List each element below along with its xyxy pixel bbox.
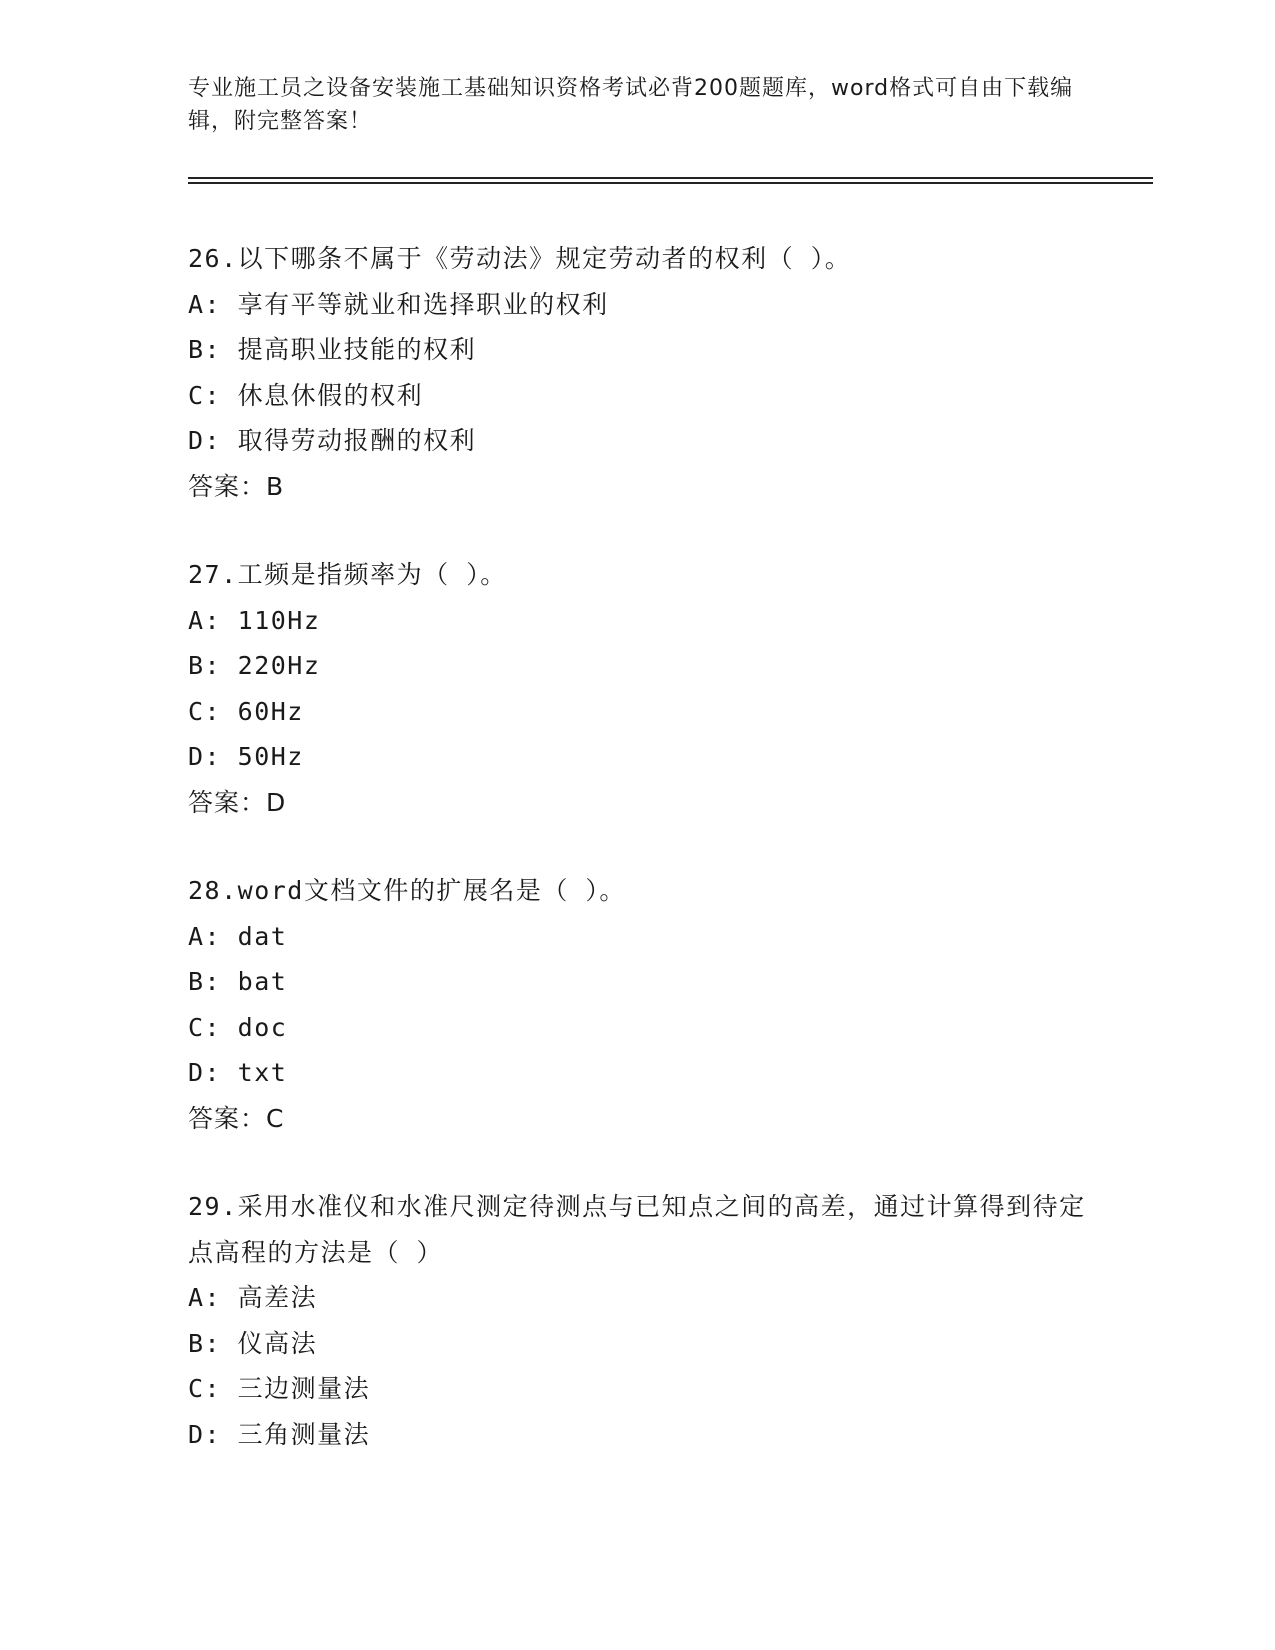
option-d: D: txt: [188, 1058, 288, 1087]
option-d: D: 三角测量法: [188, 1419, 371, 1449]
answer-line: 答案：B: [188, 471, 285, 501]
option-a: A: 享有平等就业和选择职业的权利: [188, 289, 609, 319]
question-stem: 26.以下哪条不属于《劳动法》规定劳动者的权利（ ）。: [188, 244, 852, 273]
question-stem: 28.word文档文件的扩展名是（ ）。: [188, 876, 626, 905]
option-c: C: 休息休假的权利: [188, 380, 424, 410]
question-28: [188, 868, 1108, 1141]
option-c: C: doc: [188, 1012, 288, 1042]
question-29: [188, 1184, 1108, 1457]
document-header: 专业施工员之设备安装施工基础知识资格考试必背200题题库，word格式可自由下载编辑，附完整答案！: [188, 76, 1074, 134]
question-27: [188, 552, 1108, 825]
option-d: D: 50Hz: [188, 742, 304, 771]
answer-line: 答案：D: [188, 787, 287, 817]
question-stem: 29.采用水准仪和水准尺测定待测点与已知点之间的高差，通过计算得到待定点高程的方法是（ ）: [188, 1192, 1086, 1267]
option-a: A: 110Hz: [188, 605, 321, 635]
option-c: C: 三边测量法: [188, 1374, 371, 1403]
option-b: B: 220Hz: [188, 651, 321, 680]
question-stem: 27.工频是指频率为（ ）。: [188, 560, 507, 589]
header-rule-top: [188, 177, 1153, 179]
option-a: A: 高差法: [188, 1283, 318, 1312]
option-a: A: dat: [188, 921, 288, 951]
header-rule-bottom: [188, 182, 1153, 184]
option-c: C: 60Hz: [188, 696, 304, 726]
question-26: [188, 236, 1108, 509]
option-d: D: 取得劳动报酬的权利: [188, 426, 477, 455]
question-list: [188, 236, 1108, 1500]
option-b: B: 仪高法: [188, 1328, 318, 1358]
answer-line: 答案：C: [188, 1103, 285, 1133]
option-b: B: bat: [188, 967, 288, 996]
option-b: B: 提高职业技能的权利: [188, 335, 477, 364]
